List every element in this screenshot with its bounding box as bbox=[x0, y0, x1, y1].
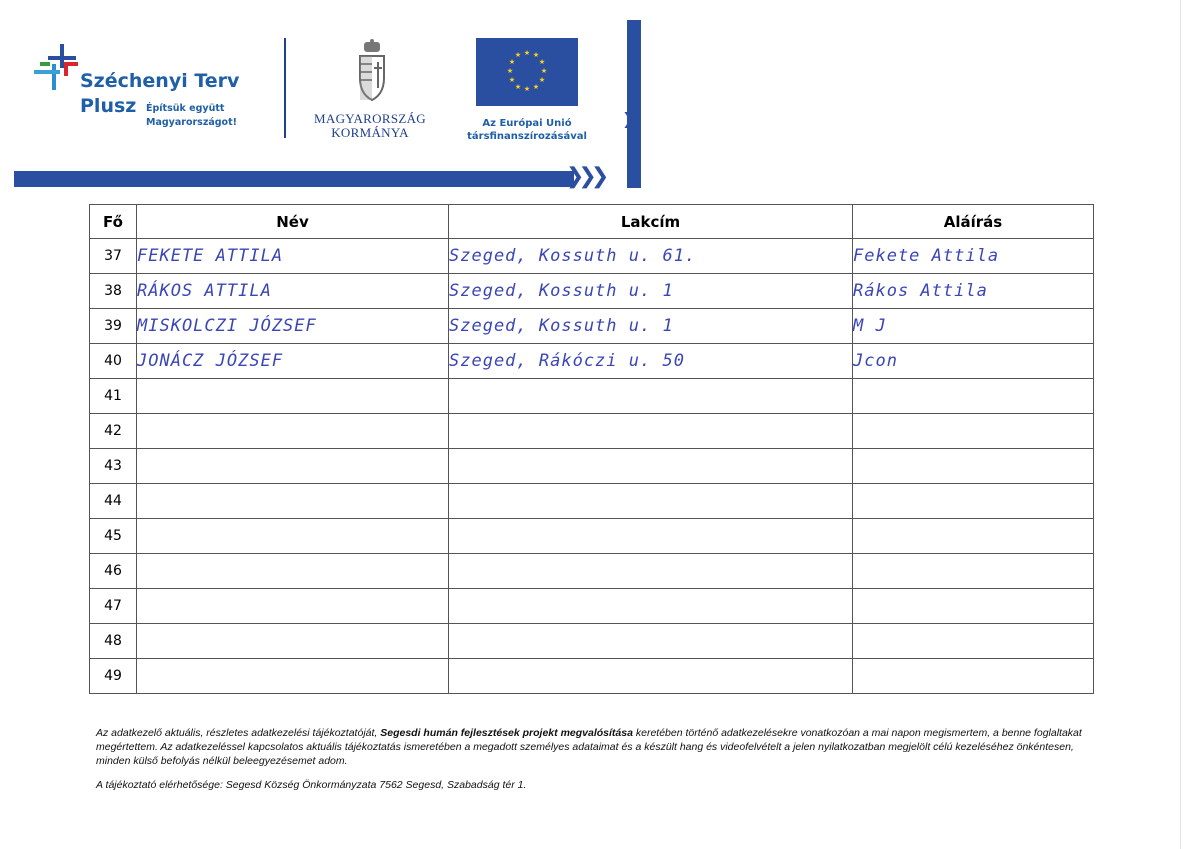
eu-line2: társfinanszírozásával bbox=[467, 131, 587, 142]
signature-cell bbox=[853, 449, 1094, 484]
signature-cell bbox=[853, 554, 1094, 589]
scan-edge bbox=[1180, 0, 1181, 849]
signature-cell bbox=[853, 624, 1094, 659]
table-row bbox=[90, 274, 1094, 309]
government-label bbox=[300, 112, 440, 140]
consent-statement bbox=[96, 726, 1096, 768]
contact-info: A tájékoztató elérhetősége: Segesd Község Önkormányzata 7562 Segesd, Szabadság tér 1. bbox=[96, 779, 527, 791]
name-cell bbox=[137, 484, 449, 519]
signature-cell bbox=[853, 519, 1094, 554]
signature-cell: Fekete Attila bbox=[853, 239, 1094, 274]
consent-project-name: Segesdi humán fejlesztések projekt megvalósítása bbox=[380, 727, 633, 739]
signature-cell bbox=[853, 659, 1094, 694]
table-row bbox=[90, 379, 1094, 414]
name-cell: JONÁCZ JÓZSEF bbox=[137, 344, 449, 379]
address-cell bbox=[449, 659, 853, 694]
address-cell bbox=[449, 589, 853, 624]
row-number: 49 bbox=[90, 659, 137, 694]
svg-text:★: ★ bbox=[508, 76, 516, 84]
address-cell bbox=[449, 484, 853, 519]
name-cell bbox=[137, 624, 449, 659]
signature-cell: Rákos Attila bbox=[853, 274, 1094, 309]
consent-text-part2: keretében történő adatkezelésekre vonatkozóan a mai napon megismertem, a benne foglaltakat megértettem. Az adatkezeléssel kapcsolatos aktuális tájékoztatás ismeretében a megadott személyes adataimat és a készült hang és videofelvételt a jelen nyilatkozatban megjelölt célú kezeléséhez önkéntesen, minden külső befolyás nélkül beleegyezésemet adom. bbox=[96, 727, 1082, 767]
address-cell: Szeged, Kossuth u. 61. bbox=[449, 239, 853, 274]
address-cell bbox=[449, 449, 853, 484]
address-cell bbox=[449, 414, 853, 449]
table-header-row bbox=[90, 205, 1094, 239]
name-cell bbox=[137, 379, 449, 414]
address-cell bbox=[449, 554, 853, 589]
table-row bbox=[90, 624, 1094, 659]
chevron-down-icon: ❯ bbox=[622, 109, 636, 128]
page-header bbox=[0, 0, 1200, 195]
eu-cofinancing-label bbox=[452, 117, 602, 143]
signature-cell bbox=[853, 379, 1094, 414]
signature-cell bbox=[853, 414, 1094, 449]
signature-cell: M J bbox=[853, 309, 1094, 344]
svg-text:★: ★ bbox=[523, 85, 531, 93]
header-signature: Aláírás bbox=[853, 205, 1094, 239]
svg-text:★: ★ bbox=[538, 76, 546, 84]
name-cell bbox=[137, 589, 449, 624]
row-number: 38 bbox=[90, 274, 137, 309]
vertical-brand-strip bbox=[627, 20, 641, 188]
table-row bbox=[90, 239, 1094, 274]
program-title-line2: Plusz bbox=[80, 95, 137, 117]
address-cell: Szeged, Kossuth u. 1 bbox=[449, 274, 853, 309]
row-number: 43 bbox=[90, 449, 137, 484]
name-cell bbox=[137, 414, 449, 449]
header-divider bbox=[284, 38, 286, 138]
signature-cell bbox=[853, 589, 1094, 624]
row-number: 46 bbox=[90, 554, 137, 589]
address-cell: Szeged, Kossuth u. 1 bbox=[449, 309, 853, 344]
address-cell bbox=[449, 379, 853, 414]
row-number: 48 bbox=[90, 624, 137, 659]
government-line2: KORMÁNYA bbox=[331, 125, 409, 140]
table-row bbox=[90, 554, 1094, 589]
svg-text:★: ★ bbox=[508, 58, 516, 66]
program-title-line1: Széchenyi Terv bbox=[80, 70, 240, 92]
svg-text:★: ★ bbox=[532, 51, 540, 59]
horizontal-brand-bar bbox=[14, 171, 574, 187]
szechenyi-terv-logo bbox=[30, 40, 270, 140]
header-address: Lakcím bbox=[449, 205, 853, 239]
svg-text:★: ★ bbox=[540, 67, 548, 75]
table-row bbox=[90, 659, 1094, 694]
name-cell: RÁKOS ATTILA bbox=[137, 274, 449, 309]
government-line1: MAGYARORSZÁG bbox=[314, 111, 426, 126]
row-number: 37 bbox=[90, 239, 137, 274]
name-cell bbox=[137, 449, 449, 484]
svg-text:★: ★ bbox=[523, 49, 531, 57]
signature-cell bbox=[853, 484, 1094, 519]
table-row bbox=[90, 589, 1094, 624]
table-row bbox=[90, 344, 1094, 379]
table-row bbox=[90, 519, 1094, 554]
consent-text-part1: Az adatkezelő aktuális, részletes adatkezelési tájékoztatóját, bbox=[96, 727, 381, 739]
svg-text:★: ★ bbox=[514, 51, 522, 59]
row-number: 40 bbox=[90, 344, 137, 379]
table-row bbox=[90, 414, 1094, 449]
row-number: 41 bbox=[90, 379, 137, 414]
table-row bbox=[90, 449, 1094, 484]
attendance-table bbox=[89, 204, 1094, 694]
address-cell: Szeged, Rákóczi u. 50 bbox=[449, 344, 853, 379]
svg-text:★: ★ bbox=[506, 67, 514, 75]
row-number: 47 bbox=[90, 589, 137, 624]
name-cell bbox=[137, 659, 449, 694]
name-cell: MISKOLCZI JÓZSEF bbox=[137, 309, 449, 344]
program-slogan: Építsük együtt Magyarországot! bbox=[146, 103, 237, 128]
eu-flag-icon bbox=[476, 38, 578, 106]
row-number: 42 bbox=[90, 414, 137, 449]
row-number: 45 bbox=[90, 519, 137, 554]
szechenyi-plus-icon bbox=[30, 40, 80, 100]
table-row bbox=[90, 309, 1094, 344]
svg-text:★: ★ bbox=[514, 83, 522, 91]
svg-text:★: ★ bbox=[538, 58, 546, 66]
header-name: Név bbox=[137, 205, 449, 239]
name-cell bbox=[137, 554, 449, 589]
svg-text:★: ★ bbox=[532, 83, 540, 91]
header-number: Fő bbox=[90, 205, 137, 239]
row-number: 39 bbox=[90, 309, 137, 344]
name-cell bbox=[137, 519, 449, 554]
eu-line1: Az Európai Unió bbox=[482, 118, 572, 129]
address-cell bbox=[449, 624, 853, 659]
chevron-right-icon: ❯❯❯ bbox=[566, 164, 604, 189]
row-number: 44 bbox=[90, 484, 137, 519]
name-cell: FEKETE ATTILA bbox=[137, 239, 449, 274]
hungarian-coat-of-arms-icon bbox=[352, 38, 392, 102]
address-cell bbox=[449, 519, 853, 554]
table-row bbox=[90, 484, 1094, 519]
signature-cell: Jcon bbox=[853, 344, 1094, 379]
